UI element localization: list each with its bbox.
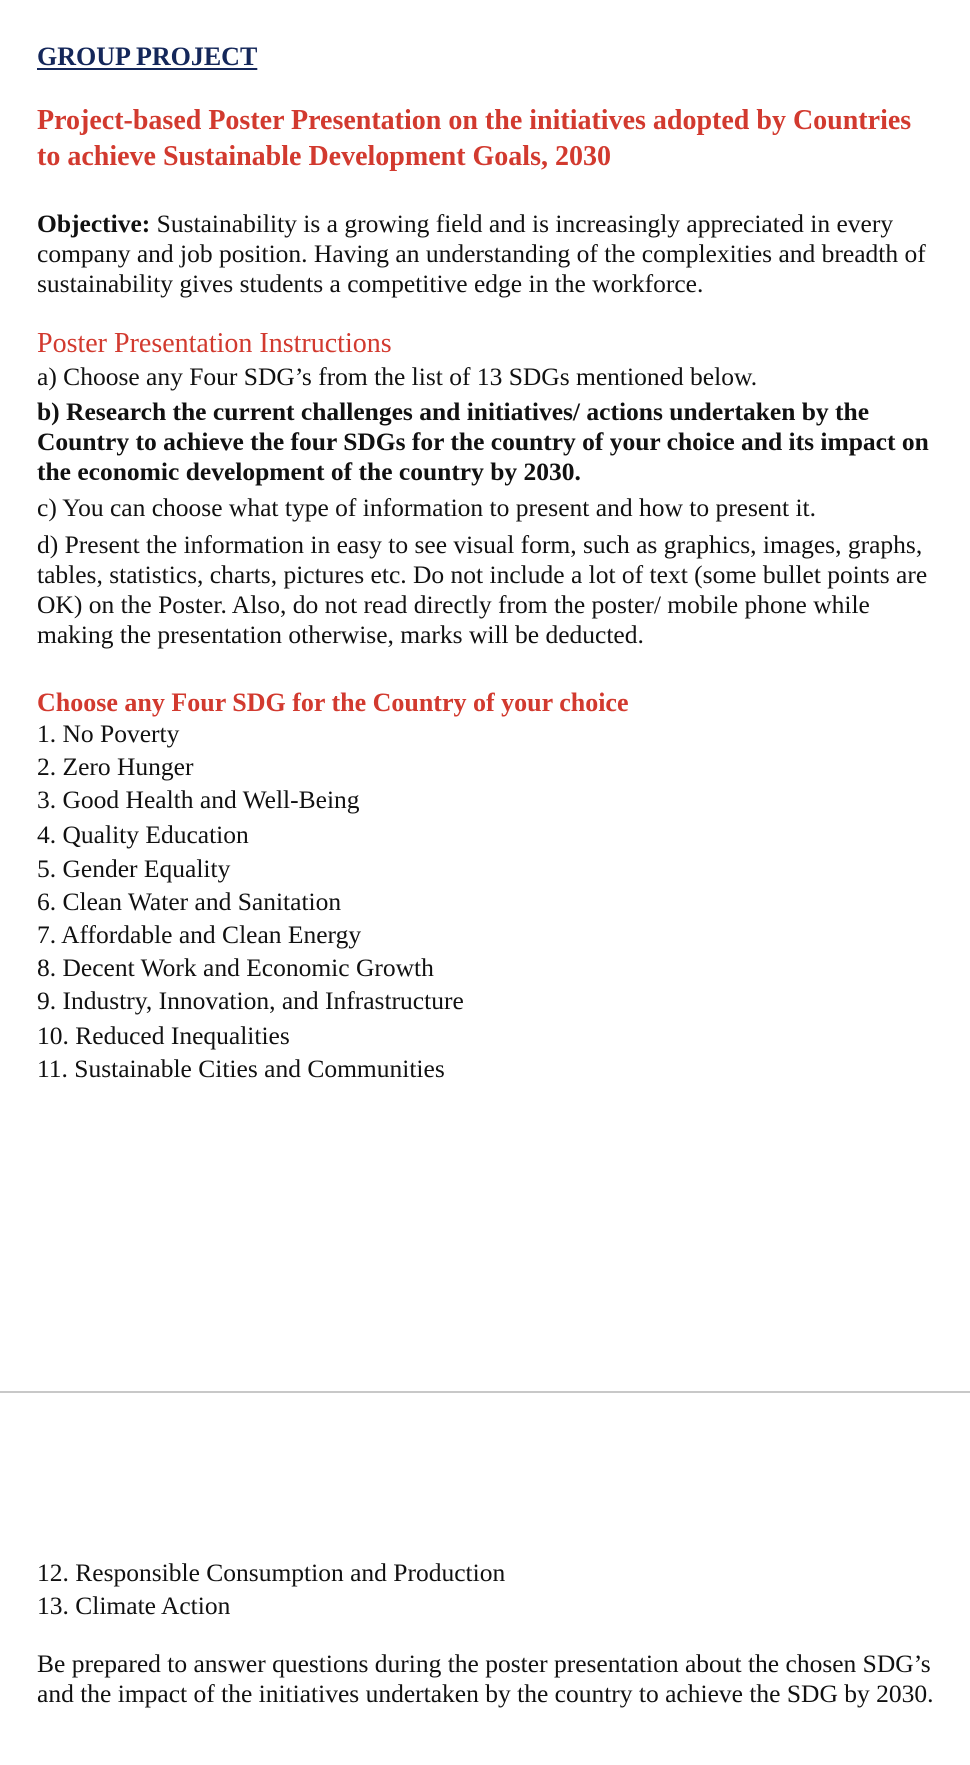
sdg-list-item: 7. Affordable and Clean Energy [37, 920, 362, 949]
sdg-list-item: 12. Responsible Consumption and Production [37, 1558, 506, 1587]
instruction-d: d) Present the information in easy to see visual form, such as graphics, images, graphs, tables, statistics, charts, pictures etc. Do not include a lot of text (some bullet points are OK) on the Poster. Also, do not read directly from the poster/ mobile phone while making the presentation otherwise, marks will be deducted. [37, 530, 928, 649]
sdg-list-item: 6. Clean Water and Sanitation [37, 887, 342, 916]
sdg-list-item: 10. Reduced Inequalities [37, 1021, 290, 1050]
objective-text: Sustainability is a growing field and is increasingly appreciated in every company and job position. Having an understanding of the complexities and breadth of sustainability gives students a competitive edge in the workforce. [37, 209, 926, 298]
instruction-a: a) Choose any Four SDG’s from the list of 13 SDGs mentioned below. [37, 362, 758, 391]
group-project-heading: GROUP PROJECT [37, 42, 258, 71]
objective-paragraph [37, 209, 937, 299]
sdg-section-heading: Choose any Four SDG for the Country of your choice [37, 688, 629, 717]
closing-paragraph: Be prepared to answer questions during the poster presentation about the chosen SDG’s and the impact of the initiatives undertaken by the country to achieve the SDG by 2030. [37, 1649, 934, 1708]
objective-label: Objective: [37, 209, 151, 238]
document-title: Project-based Poster Presentation on the initiatives adopted by Countries to achieve Sustainable Development Goals, 2030 [37, 105, 912, 172]
instruction-b: b) Research the current challenges and initiatives/ actions undertaken by the Country to achieve the four SDGs for the country of your choice and its impact on the economic development of the country by 2030. [37, 397, 929, 486]
sdg-list-item: 3. Good Health and Well-Being [37, 785, 360, 814]
instruction-c: c) You can choose what type of information to present and how to present it. [37, 493, 816, 522]
sdg-list-item: 5. Gender Equality [37, 854, 231, 883]
instructions-heading: Poster Presentation Instructions [37, 328, 392, 359]
sdg-list-item: 9. Industry, Innovation, and Infrastructure [37, 986, 464, 1015]
page-break-divider [0, 1391, 970, 1393]
sdg-list-item: 4. Quality Education [37, 820, 249, 849]
sdg-list-item: 13. Climate Action [37, 1591, 231, 1620]
sdg-list-item: 1. No Poverty [37, 719, 180, 748]
sdg-list-item: 2. Zero Hunger [37, 752, 194, 781]
sdg-list-item: 11. Sustainable Cities and Communities [37, 1054, 445, 1083]
sdg-list-item: 8. Decent Work and Economic Growth [37, 953, 434, 982]
